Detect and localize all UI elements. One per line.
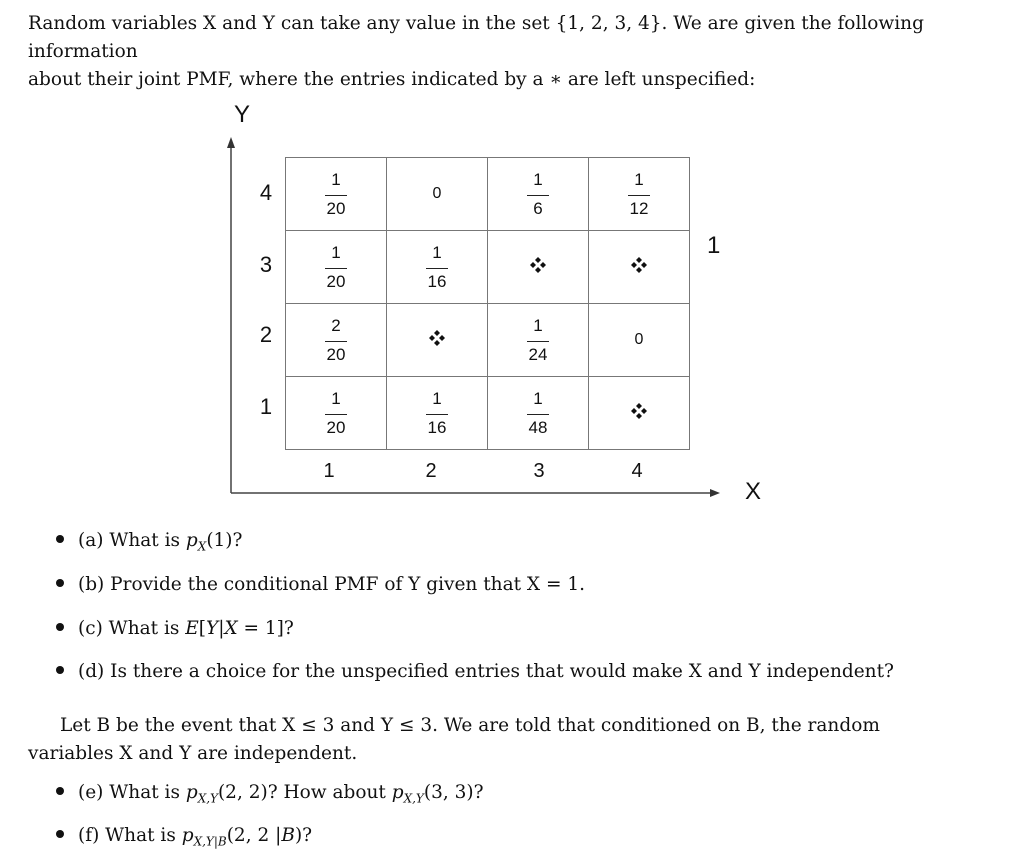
pmf-cell	[589, 231, 690, 304]
fraction	[325, 170, 348, 219]
pmf-cell	[589, 304, 690, 377]
col-label-1: 1	[323, 460, 335, 482]
fraction-bar	[527, 195, 549, 196]
question-c: (c) What is E[Y|X = 1]?	[56, 618, 294, 639]
pmf-cell	[286, 158, 387, 231]
pmf-cell	[488, 231, 589, 304]
pmf-cell	[387, 231, 488, 304]
fraction	[628, 170, 651, 219]
pmf-cell	[387, 304, 488, 377]
fraction-numerator: 2	[331, 315, 341, 335]
question-a: (a) What is $p_X(1)$?	[56, 530, 242, 554]
fraction-numerator: 1	[331, 169, 341, 189]
bullet-icon	[56, 579, 64, 587]
bullet-icon	[56, 666, 64, 674]
unspecified-entry-icon	[428, 334, 446, 351]
fraction-bar	[527, 414, 549, 415]
row-label-2: 2	[259, 322, 273, 347]
fraction-bar	[426, 414, 448, 415]
pmf-cell	[488, 158, 589, 231]
pmf-row-y4	[286, 158, 690, 231]
fraction	[527, 316, 550, 365]
pmf-cell	[589, 158, 690, 231]
col-label-2: 2	[425, 460, 437, 482]
fraction-bar	[325, 268, 347, 269]
fraction-denominator: 16	[427, 271, 447, 291]
conditioning-paragraph: Let B be the event that X ≤ 3 and Y ≤ 3. We are told that conditioned on B, the random variables X and Y are independent.	[28, 715, 880, 764]
row-label-4: 4	[259, 180, 273, 205]
fraction-numerator: 1	[533, 169, 543, 189]
pmf-row-y3	[286, 231, 690, 304]
fraction-bar	[325, 341, 347, 342]
pmf-row-y1	[286, 377, 690, 450]
row-label-3: 3	[259, 252, 273, 277]
fraction	[325, 389, 348, 438]
fraction-denominator: 20	[326, 417, 346, 437]
fraction-denominator: 20	[326, 271, 346, 291]
pmf-row-y2	[286, 304, 690, 377]
fraction-bar	[426, 268, 448, 269]
right-side-label: 1	[707, 232, 721, 259]
joint-pmf-table	[285, 157, 690, 450]
intro-line-2: about their joint PMF, where the entries indicated by a ∗ are left unspecified:	[28, 69, 756, 90]
row-label-1: 1	[259, 394, 273, 419]
fraction-numerator: 1	[533, 315, 543, 335]
pmf-cell	[286, 377, 387, 450]
fraction	[527, 170, 549, 219]
fraction-numerator: 1	[533, 388, 543, 408]
fraction	[527, 389, 550, 438]
fraction	[426, 243, 449, 292]
pmf-cell	[387, 377, 488, 450]
unspecified-entry-icon	[630, 407, 648, 424]
y-axis-arrow	[227, 137, 235, 148]
cell-value: 0	[634, 331, 644, 348]
fraction-denominator: 20	[326, 344, 346, 364]
pmf-cell	[387, 158, 488, 231]
x-axis-arrow	[710, 489, 720, 497]
bullet-icon	[56, 787, 64, 795]
pmf-cell	[286, 304, 387, 377]
y-axis-label: Y	[234, 101, 251, 128]
fraction-denominator: 6	[533, 198, 543, 218]
question-b-text: (b) Provide the conditional PMF of Y given that X = 1.	[78, 574, 586, 595]
fraction-denominator: 48	[528, 417, 548, 437]
question-e: (e) What is $p_{X,Y}(2$, 2)? How about $p_{X,Y}(3$, 3)?	[56, 782, 484, 806]
unspecified-entry-icon	[630, 261, 648, 278]
question-f: (f) What is $p_{X,Y|B}(2$, 2 |B)?	[56, 825, 312, 849]
bullet-icon	[56, 623, 64, 631]
col-label-3: 3	[533, 460, 545, 482]
fraction-denominator: 20	[326, 198, 346, 218]
pmf-cell	[488, 377, 589, 450]
fraction-denominator: 24	[528, 344, 548, 364]
fraction	[325, 243, 348, 292]
fraction-bar	[527, 341, 549, 342]
fraction-numerator: 1	[432, 388, 442, 408]
question-b	[56, 574, 585, 595]
unspecified-entry-icon	[529, 261, 547, 278]
fraction	[426, 389, 449, 438]
x-axis-label: X	[745, 478, 762, 505]
cell-value: 0	[432, 185, 442, 202]
fraction	[325, 316, 348, 365]
pmf-cell	[286, 231, 387, 304]
fraction-bar	[325, 414, 347, 415]
fraction-numerator: 1	[432, 242, 442, 262]
intro-line-1: Random variables X and Y can take any value in the set {1, 2, 3, 4}. We are given the following information	[28, 13, 924, 62]
fraction-numerator: 1	[331, 388, 341, 408]
fraction-numerator: 1	[634, 169, 644, 189]
fraction-bar	[628, 195, 650, 196]
question-d-text: (d) Is there a choice for the unspecified entries that would make X and Y independent?	[78, 661, 894, 682]
question-d	[56, 661, 894, 682]
fraction-denominator: 12	[629, 198, 649, 218]
pmf-cell	[589, 377, 690, 450]
pmf-cell	[488, 304, 589, 377]
fraction-bar	[325, 195, 347, 196]
bullet-icon	[56, 830, 64, 838]
bullet-icon	[56, 535, 64, 543]
fraction-numerator: 1	[331, 242, 341, 262]
col-label-4: 4	[631, 460, 643, 482]
fraction-denominator: 16	[427, 417, 447, 437]
